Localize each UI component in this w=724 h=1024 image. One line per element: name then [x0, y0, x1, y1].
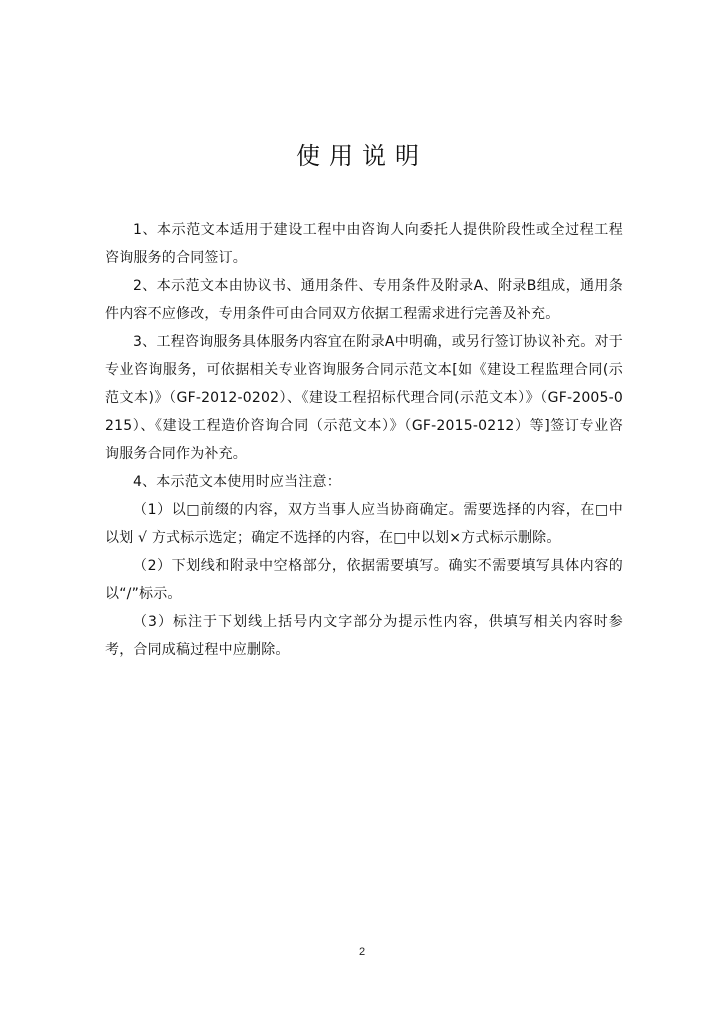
page-number: 2 [358, 946, 366, 958]
instruction-item-1: 1、本示范文本适用于建设工程中由咨询人向委托人提供阶段性或全过程工程咨询服务的合同签订。 [105, 222, 623, 266]
instruction-item-2: 2、本示范文本由协议书、通用条件、专用条件及附录A、附录B组成，通用条件内容不应修改，专用条件可由合同双方依据工程需求进行完善及补充。 [105, 278, 623, 322]
instruction-item-4: 4、本示范文本使用时应当注意： [133, 474, 341, 490]
page-title: 使用说明 [296, 142, 428, 170]
instruction-subitem-1: （1）以□前缀的内容，双方当事人应当协商确定。需要选择的内容，在□中以划 √ 方式标示选定；确定不选择的内容，在□中以划×方式标示删除。 [105, 502, 623, 546]
usage-instructions [105, 216, 623, 664]
instruction-subitem-3: （3）标注于下划线上括号内文字部分为提示性内容，供填写相关内容时参考，合同成稿过程中应删除。 [105, 614, 623, 658]
instruction-item-3: 3、工程咨询服务具体服务内容宜在附录A中明确，或另行签订协议补充。对于专业咨询服务，可依据相关专业咨询服务合同示范文本[如《建设工程监理合同(示范文本)》（GF-2012-0202）、《建设工程招标代理合同(示范文本）》（GF-2005-0215）、《建设工程造价咨询合同（示范文本）》（GF-2015-0212）等]签订专业咨询服务合同作为补充。 [105, 334, 623, 462]
instruction-subitem-2: （2）下划线和附录中空格部分，依据需要填写。确实不需要填写具体内容的以“/”标示。 [105, 558, 623, 602]
